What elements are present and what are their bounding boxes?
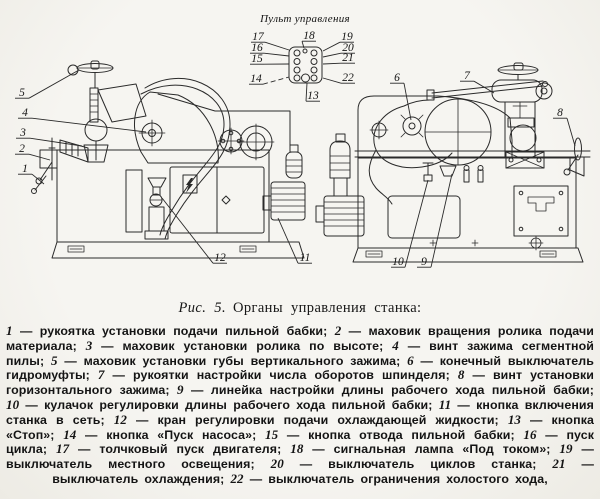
- pump-motor: [316, 196, 364, 236]
- callout-number: 15: [251, 53, 263, 65]
- machine-plate: [514, 186, 568, 236]
- callout-11: [278, 218, 312, 264]
- callout-number: 9: [421, 256, 427, 268]
- callout-number: 2: [19, 143, 25, 155]
- clamp-column: [505, 102, 544, 168]
- legend-item: 11 — кнопка включения станка в сеть;: [6, 396, 594, 427]
- legend-item: 10 — кулачок регулировки длины рабочего хода пильной бабки;: [6, 396, 439, 412]
- right-machine-base: [353, 248, 583, 262]
- left-machine-drawing: [32, 61, 306, 258]
- callout-number: 18: [303, 30, 315, 42]
- callout-number: 10: [392, 256, 404, 268]
- callout-number: 19: [341, 31, 353, 43]
- legend-item: 14 — кнопка «Пуск насоса»;: [63, 426, 266, 442]
- callout-number: 6: [394, 72, 400, 84]
- foundation-bolt-icon: [540, 251, 556, 257]
- legend-item-number: 15: [265, 426, 279, 442]
- legend-item-number: 12: [113, 411, 127, 427]
- callout-number: 20: [342, 42, 354, 54]
- legend-item-number: 14: [63, 426, 77, 442]
- coolant-valve: [145, 178, 168, 239]
- rear-door: [388, 196, 460, 238]
- legend-item: 5 — маховик установки губы вертикального зажима;: [50, 352, 408, 368]
- callout-22: [323, 72, 355, 84]
- stroke-cam: [423, 163, 433, 181]
- legend-item: 21 — выключатель охлаждения;: [52, 456, 594, 486]
- legend-item: 16 — пуск цикла;: [6, 426, 595, 457]
- legend-item: 13 — кнопка «Стоп»;: [6, 411, 594, 442]
- callout-13: [306, 83, 320, 102]
- legend-item-number: 6: [407, 352, 414, 368]
- callout-number: 14: [250, 73, 262, 85]
- panel-button: [294, 75, 300, 81]
- callout-8: [553, 107, 575, 146]
- legend-item: 2 — маховик вращения ролика подачи материала;: [6, 323, 594, 353]
- legend-item-number: 20: [270, 456, 284, 472]
- legend-item: 4 — винт зажима сегментной пилы;: [6, 337, 594, 368]
- limit-switch-knob: [401, 115, 423, 137]
- left-machine-base: [52, 242, 304, 258]
- legend-item: 1 — рукоятка установки подачи пильной бабки;: [6, 323, 335, 338]
- legend-item-number: 11: [438, 396, 452, 412]
- legend-item: 19 — выключатель местного освещения;: [6, 441, 594, 472]
- stroke-ruler: [440, 166, 456, 176]
- legend-item: 6 — конечный выключатель гидромуфты;: [6, 352, 594, 383]
- legend-item-number: 9: [177, 382, 184, 398]
- callout-number: 1: [22, 163, 28, 175]
- callout-18: [302, 30, 316, 48]
- figure-legend: [6, 324, 594, 487]
- gear-housing: [358, 96, 512, 158]
- panel-button: [311, 75, 317, 81]
- callout-number: 17: [252, 31, 264, 43]
- callout-number: 13: [307, 90, 319, 102]
- panel-button: [311, 50, 317, 56]
- panel-button: [311, 67, 317, 73]
- legend-item: 17 — толчковый пуск двигателя;: [55, 441, 291, 457]
- oil-cup: [286, 152, 302, 178]
- foundation-bolt-icon: [68, 246, 84, 252]
- horizontal-clamp-handwheel: [498, 63, 538, 80]
- panel-lamp: [303, 49, 307, 53]
- callout-number: 16: [251, 42, 263, 54]
- callout-number: 4: [22, 107, 28, 119]
- legend-item: 22 — выключатель ограничения холостого хода,: [230, 470, 548, 486]
- legend-item-number: 5: [50, 352, 58, 368]
- callout-number: 22: [342, 72, 354, 84]
- right-machine-drawing: [316, 63, 590, 262]
- callout-number: 3: [20, 127, 26, 139]
- callout-number: 21: [342, 52, 354, 64]
- callout-5: [15, 70, 79, 99]
- coolant-pump: [330, 134, 350, 196]
- panel-button: [311, 59, 317, 65]
- legend-item-number: 19: [559, 441, 573, 457]
- legend-item-number: 10: [6, 396, 20, 412]
- narrow-door: [126, 170, 142, 232]
- figure-title: Органы управления станка:: [232, 300, 422, 316]
- legend-item-number: 1: [6, 323, 13, 338]
- control-panel-inset: [259, 13, 350, 83]
- panel-button: [294, 59, 300, 65]
- legend-item-number: 2: [334, 323, 342, 338]
- callout-10: [391, 180, 428, 268]
- legend-item-number: 3: [85, 337, 93, 353]
- right-machine-body: [358, 158, 576, 248]
- callout-number: 5: [19, 87, 25, 99]
- callout-number: 12: [214, 252, 226, 264]
- panel-button: [294, 67, 300, 73]
- legend-item: 8 — винт установки горизонтального зажима;: [6, 367, 594, 398]
- legend-item: 9 — линейка настройки длины рабочего хода пильной бабки;: [177, 382, 594, 398]
- legend-item-number: 17: [55, 441, 70, 457]
- legend-item-number: 22: [230, 470, 244, 486]
- legend-item: 20 — выключатель циклов станка;: [270, 456, 553, 472]
- inset-title: Пульт управления: [260, 13, 350, 25]
- legend-item-number: 7: [97, 367, 105, 383]
- speed-handles: [427, 81, 548, 100]
- foundation-bolt-icon: [240, 246, 256, 252]
- figure-caption: [0, 300, 600, 317]
- legend-item: 15 — кнопка отвода пильной бабки;: [265, 426, 524, 442]
- legend-item-number: 4: [392, 337, 399, 353]
- callout-number: 7: [464, 70, 470, 82]
- panel-stop-button: [302, 74, 310, 82]
- legend-item: 18 — сигнальная лампа «Под током»;: [290, 441, 560, 457]
- legend-item-number: 8: [457, 367, 465, 383]
- vertical-clamp-handwheel: [68, 61, 113, 88]
- legend-item: 12 — кран регулировки подачи охлаждающей жидкости;: [113, 411, 508, 427]
- bed-rails: [355, 151, 590, 157]
- callout-number: 11: [299, 252, 311, 264]
- foundation-bolt-icon: [366, 251, 382, 257]
- legend-item: 3 — маховик установки ролика по высоте;: [85, 337, 393, 353]
- left-machine-body: [57, 150, 269, 242]
- callout-number: 8: [557, 107, 563, 119]
- legend-item-number: 21: [552, 456, 566, 472]
- panel-button: [294, 50, 300, 56]
- callout-2: [15, 143, 50, 160]
- legend-item-number: 13: [507, 411, 522, 427]
- segment-saw-clamp-screw: [139, 120, 165, 146]
- callout-14: [249, 73, 289, 85]
- saw-blade-guard: [135, 92, 219, 163]
- figure-label: Рис. 5.: [178, 300, 226, 316]
- callout-9: [417, 174, 452, 268]
- legend-item-number: 18: [290, 441, 304, 457]
- legend-item: 7 — рукоятки настройки числа оборотов шпинделя;: [97, 367, 458, 383]
- callout-15: [250, 53, 289, 65]
- legend-item-number: 16: [523, 426, 537, 442]
